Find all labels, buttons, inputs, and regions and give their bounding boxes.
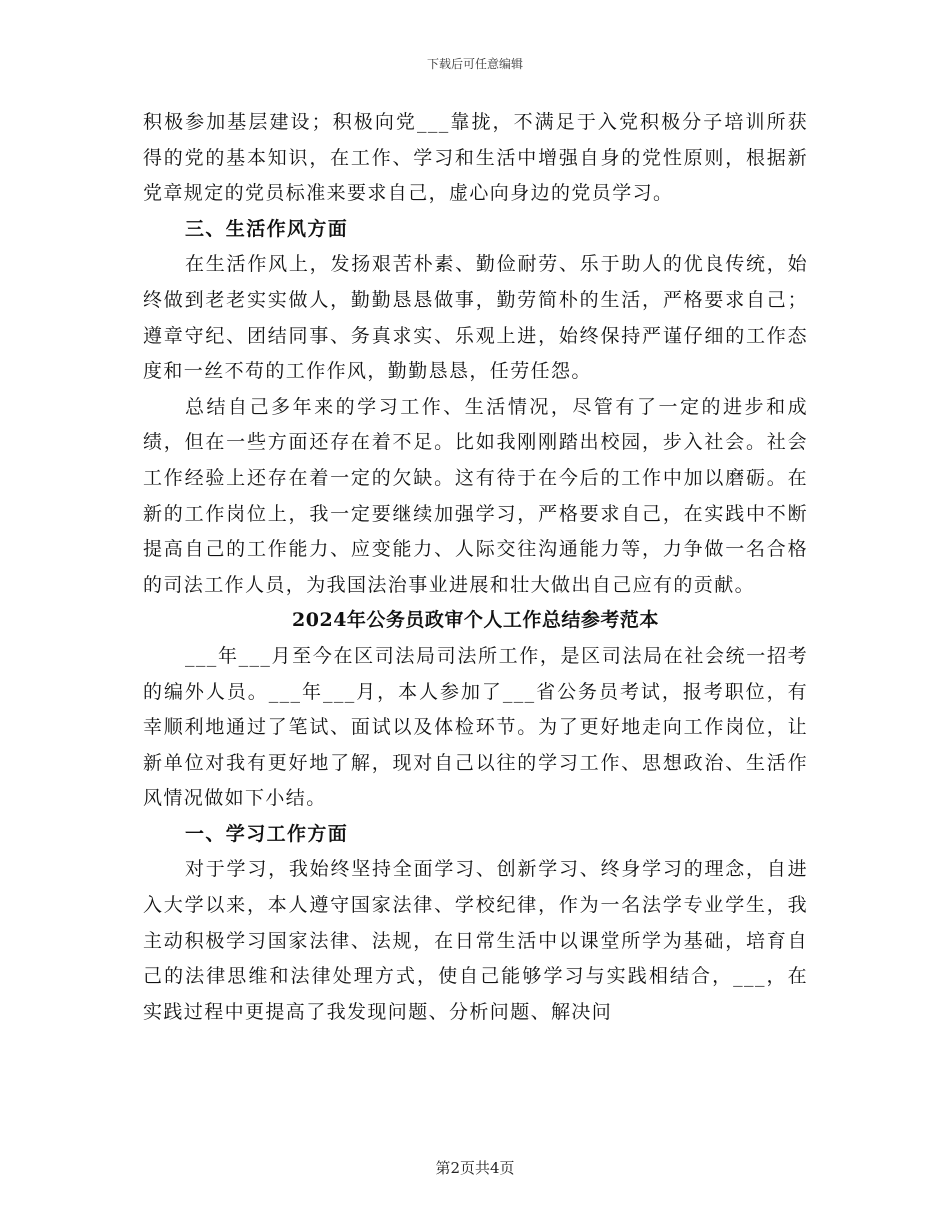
paragraph-party-building: 积极参加基层建设；积极向党___靠拢，不满足于入党积极分子培训所获得的党的基本知识，在工作、学习和生活中增强自身的党性原则，根据新党章规定的党员标准来要求自己，虚心向身边的党员学习。 — [143, 111, 808, 205]
page-header: 下载后可任意编辑 — [426, 57, 523, 71]
paragraph-life-style: 在生活作风上，发扬艰苦朴素、勤俭耐劳、乐于助人的优良传统，始终做到老老实实做人，勤勤恳恳做事，勤劳简朴的生活，严格要求自己；遵章守纪、团结同事、务真求实、乐观上进，始终保持严谨仔细的工作态度和一丝不苟的工作作风，勤勤恳恳，任劳任怨。 — [143, 253, 808, 383]
paragraph-study: 对于学习，我始终坚持全面学习、创新学习、终身学习的理念，自进入大学以来，本人遵守国家法律、学校纪律，作为一名法学专业学生，我主动积极学习国家法律、法规，在日常生活中以课堂所学为基础，培育自己的法律思维和法律处理方式，使自己能够学习与实践相结合，___，在实践过程中更提高了我发现问题、分析问题、解决问 — [143, 858, 808, 1023]
section-heading-life-style: 三、生活作风方面 — [185, 217, 349, 240]
document-body — [143, 105, 808, 1030]
document-title: 2024年公务员政审个人工作总结参考范本 — [292, 609, 659, 632]
paragraph-summary: 总结自己多年来的学习工作、生活情况，尽管有了一定的进步和成绩，但在一些方面还存在着不足。比如我刚刚踏出校园，步入社会。社会工作经验上还存在着一定的欠缺。这有待于在今后的工作中加以磨砺。在新的工作岗位上，我一定要继续加强学习，严格要求自己，在实践中不断提高自己的工作能力、应变能力、人际交往沟通能力等，力争做一名合格的司法工作人员，为我国法治事业进展和壮大做出自己应有的贡献。 — [143, 395, 808, 596]
page-number: 第2页共4页 — [435, 1159, 515, 1177]
paragraph-intro: ___年___月至今在区司法局司法所工作，是区司法局在社会统一招考的编外人员。___年___月，本人参加了___省公务员考试，报考职位，有幸顺利地通过了笔试、面试以及体检环节。为了更好地走向工作岗位，让新单位对我有更好地了解，现对自己以往的学习工作、思想政治、生活作风情况做如下小结。 — [143, 644, 808, 810]
section-heading-study-work: 一、学习工作方面 — [185, 822, 349, 845]
